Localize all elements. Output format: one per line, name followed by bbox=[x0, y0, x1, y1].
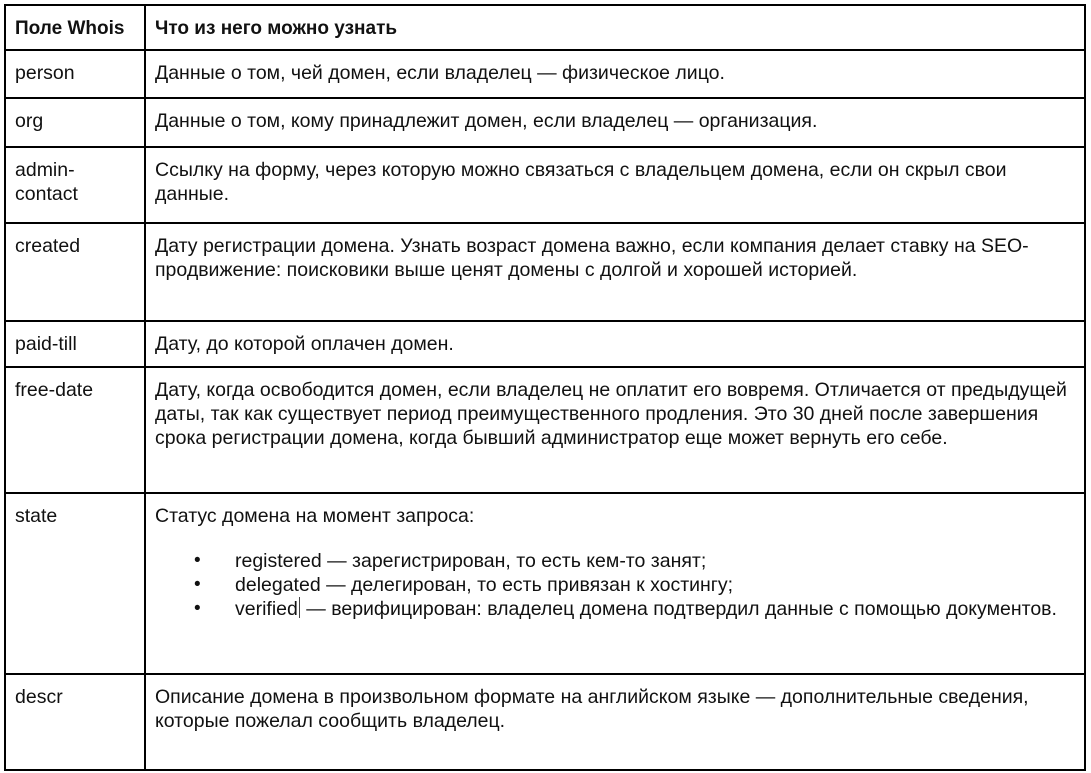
cell-field: paid-till bbox=[5, 321, 145, 367]
bullet-icon: • bbox=[194, 598, 201, 620]
list-item bbox=[155, 573, 1075, 597]
status-term: registered bbox=[235, 550, 322, 573]
header-field: Поле Whois bbox=[5, 5, 145, 50]
cell-field: state bbox=[5, 493, 145, 673]
table-row bbox=[5, 98, 1085, 147]
cell-field: org bbox=[5, 98, 145, 147]
cell-info: Данные о том, кому принадлежит домен, если владелец — организация. bbox=[145, 98, 1085, 147]
cell-info: Дату регистрации домена. Узнать возраст домена важно, если компания делает ставку на SEO-продвижение: поисковики выше ценят домены с долгой и хорошей историей. bbox=[145, 223, 1085, 321]
status-list bbox=[155, 549, 1075, 621]
status-term: delegated bbox=[235, 574, 321, 597]
cell-field: person bbox=[5, 50, 145, 99]
status-desc: — верифицирован: владелец домена подтвердил данные с помощью документов. bbox=[300, 598, 1057, 621]
header-info: Что из него можно узнать bbox=[145, 5, 1085, 50]
cell-info-status bbox=[145, 493, 1085, 673]
table-row bbox=[5, 321, 1085, 367]
cell-info: Описание домена в произвольном формате на английском языке — дополнительные сведения, которые пожелал сообщить владелец. bbox=[145, 674, 1085, 770]
status-term: verified bbox=[235, 598, 298, 621]
table-row bbox=[5, 367, 1085, 494]
table-header-row bbox=[5, 5, 1085, 50]
status-desc: — зарегистрирован, то есть кем-то занят; bbox=[321, 550, 707, 573]
cell-field: descr bbox=[5, 674, 145, 770]
status-intro: Статус домена на момент запроса: bbox=[155, 505, 475, 528]
cell-info: Данные о том, чей домен, если владелец — физическое лицо. bbox=[145, 50, 1085, 99]
cell-info: Ссылку на форму, через которую можно связаться с владельцем домена, если он скрыл свои данные. bbox=[145, 147, 1085, 223]
table-row bbox=[5, 493, 1085, 673]
table-row bbox=[5, 50, 1085, 99]
list-item bbox=[155, 549, 1075, 573]
cell-info: Дату, когда освободится домен, если владелец не оплатит его вовремя. Отличается от предыдущей даты, так как существует период преимущественного продления. Это 30 дней после завершения срока регистрации домена, когда бывший администратор еще может вернуть его себе. bbox=[145, 367, 1085, 494]
text-cursor-icon bbox=[299, 597, 300, 618]
cell-field: free-date bbox=[5, 367, 145, 494]
bullet-icon: • bbox=[194, 550, 201, 572]
list-item bbox=[155, 597, 1075, 621]
cell-field: created bbox=[5, 223, 145, 321]
cell-info: Дату, до которой оплачен домен. bbox=[145, 321, 1085, 367]
table-row bbox=[5, 223, 1085, 321]
whois-fields-table bbox=[4, 4, 1086, 771]
bullet-icon: • bbox=[194, 574, 201, 596]
table-row bbox=[5, 147, 1085, 223]
table-row bbox=[5, 674, 1085, 770]
cell-field: admin-contact bbox=[5, 147, 145, 223]
status-desc: — делегирован, то есть привязан к хостингу; bbox=[320, 574, 734, 597]
